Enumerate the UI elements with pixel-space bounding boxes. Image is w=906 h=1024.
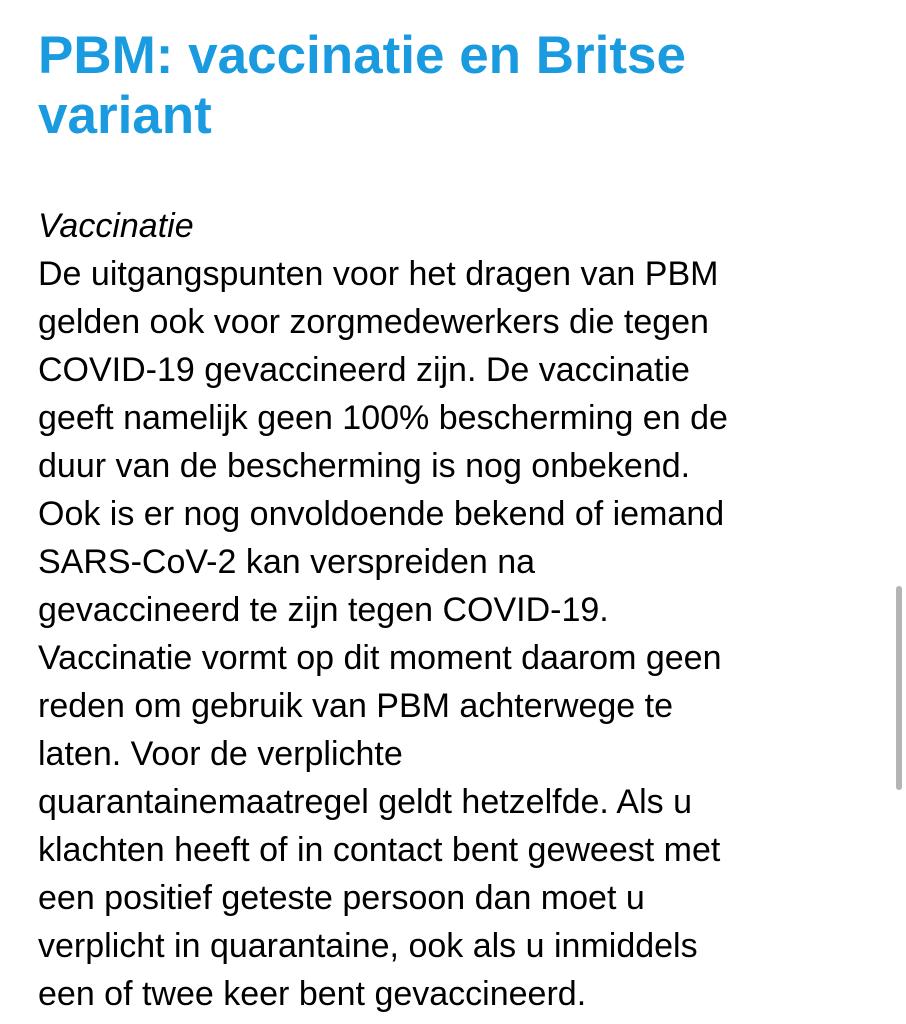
- body-line: klachten heeft of in contact bent geweest met: [38, 831, 721, 869]
- body-line: COVID-19 gevaccineerd zijn. De vaccinatie: [38, 351, 690, 389]
- body-line: een positief geteste persoon dan moet u: [38, 879, 645, 917]
- body-line: De uitgangspunten voor het dragen van PBM: [38, 255, 719, 293]
- body-line: verplicht in quarantaine, ook als u inmiddels: [38, 927, 698, 965]
- article: [38, 26, 878, 1018]
- scrollbar-thumb[interactable]: [896, 586, 902, 790]
- body-line: Vaccinatie vormt op dit moment daarom geen: [38, 639, 722, 677]
- page-title: [38, 26, 878, 146]
- body-line: een of twee keer bent gevaccineerd.: [38, 975, 587, 1013]
- title-line: PBM: vaccinatie en Britse: [38, 26, 687, 85]
- vaccination-section: [38, 202, 878, 1018]
- body-line: gelden ook voor zorgmedewerkers die tegen: [38, 303, 709, 341]
- body-paragraph: [38, 250, 878, 1018]
- body-line: duur van de bescherming is nog onbekend.: [38, 447, 691, 485]
- section-heading: Vaccinatie: [38, 207, 194, 245]
- body-line: geeft namelijk geen 100% bescherming en de: [38, 399, 728, 437]
- body-line: reden om gebruik van PBM achterwege te: [38, 687, 674, 725]
- body-line: Ook is er nog onvoldoende bekend of iemand: [38, 495, 725, 533]
- body-line: laten. Voor de verplichte: [38, 735, 403, 773]
- body-line: SARS-CoV-2 kan verspreiden na: [38, 543, 536, 581]
- title-line: variant: [38, 86, 212, 145]
- body-line: gevaccineerd te zijn tegen COVID-19.: [38, 591, 609, 629]
- body-line: quarantainemaatregel geldt hetzelfde. Als u: [38, 783, 693, 821]
